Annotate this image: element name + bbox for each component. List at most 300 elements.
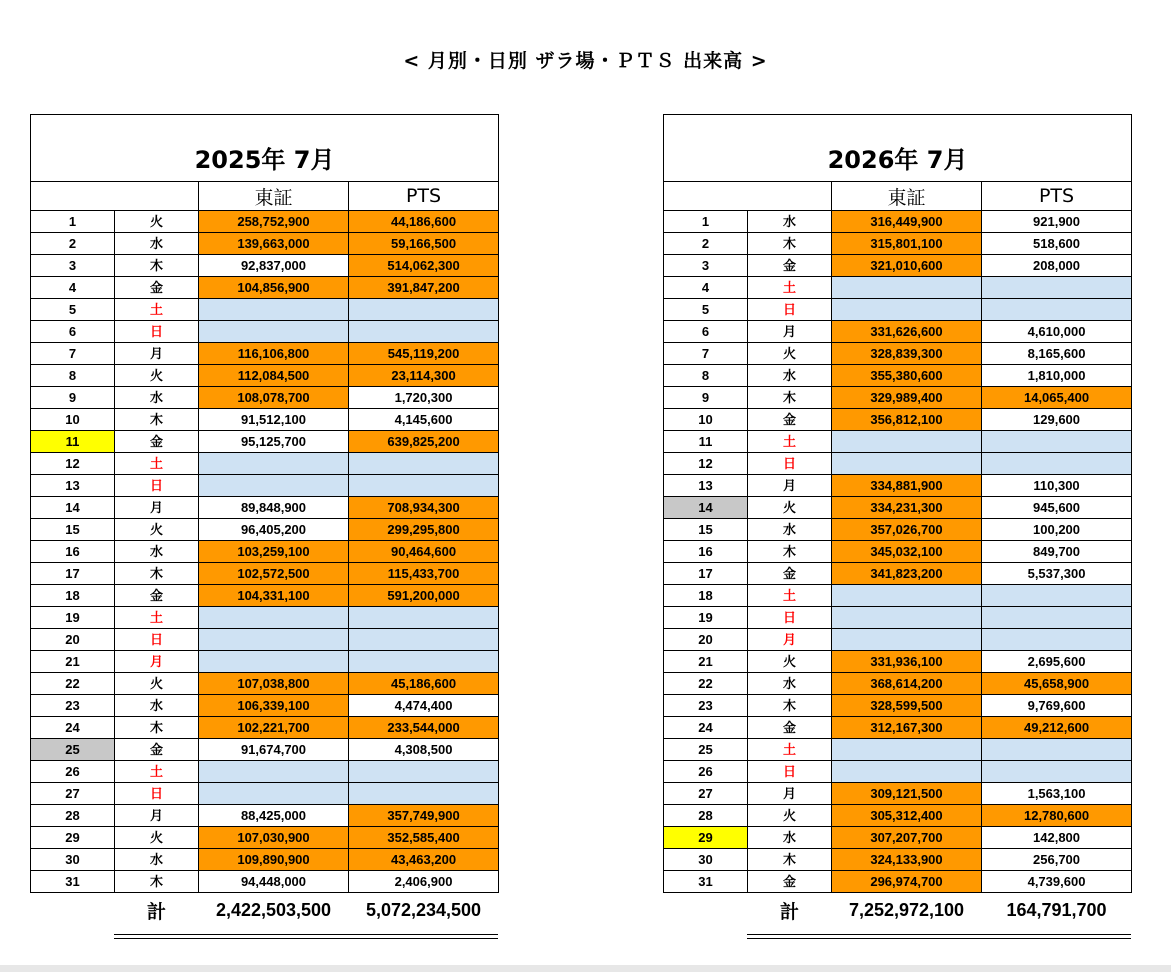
tse-volume-cell: 331,936,100 bbox=[832, 651, 982, 673]
table-row bbox=[664, 299, 1132, 321]
day-cell: 18 bbox=[31, 585, 115, 607]
tse-volume-cell bbox=[832, 739, 982, 761]
day-cell: 23 bbox=[664, 695, 748, 717]
weekday-cell: 月 bbox=[748, 629, 832, 651]
table-row bbox=[664, 585, 1132, 607]
month-label: 2026年 7月 bbox=[664, 115, 1132, 182]
pts-volume-cell: 12,780,600 bbox=[982, 805, 1132, 827]
tse-volume-cell: 324,133,900 bbox=[832, 849, 982, 871]
tse-volume-cell: 368,614,200 bbox=[832, 673, 982, 695]
weekday-cell: 火 bbox=[748, 343, 832, 365]
tse-volume-cell: 88,425,000 bbox=[199, 805, 349, 827]
day-cell: 22 bbox=[664, 673, 748, 695]
pts-volume-cell: 115,433,700 bbox=[349, 563, 499, 585]
weekday-cell: 土 bbox=[748, 585, 832, 607]
header-tse: 東証 bbox=[199, 182, 349, 211]
day-cell: 13 bbox=[664, 475, 748, 497]
weekday-cell: 金 bbox=[115, 431, 199, 453]
pts-volume-cell: 5,537,300 bbox=[982, 563, 1132, 585]
table-row bbox=[664, 871, 1132, 893]
table-row bbox=[31, 673, 499, 695]
day-cell: 7 bbox=[31, 343, 115, 365]
table-row bbox=[664, 409, 1132, 431]
weekday-cell: 日 bbox=[748, 453, 832, 475]
tse-volume-cell bbox=[832, 431, 982, 453]
day-cell: 25 bbox=[31, 739, 115, 761]
tse-volume-cell: 316,449,900 bbox=[832, 211, 982, 233]
pts-volume-cell: 8,165,600 bbox=[982, 343, 1132, 365]
table-row bbox=[31, 255, 499, 277]
tse-volume-cell: 328,599,500 bbox=[832, 695, 982, 717]
tse-volume-cell: 104,331,100 bbox=[199, 585, 349, 607]
table-row bbox=[31, 475, 499, 497]
day-cell: 25 bbox=[664, 739, 748, 761]
weekday-cell: 金 bbox=[115, 739, 199, 761]
tse-volume-cell bbox=[832, 453, 982, 475]
weekday-cell: 日 bbox=[748, 761, 832, 783]
tse-volume-cell: 106,339,100 bbox=[199, 695, 349, 717]
weekday-cell: 土 bbox=[115, 453, 199, 475]
pts-volume-cell: 4,610,000 bbox=[982, 321, 1132, 343]
total-pts: 164,791,700 bbox=[1006, 899, 1107, 920]
day-cell: 28 bbox=[31, 805, 115, 827]
total-underline bbox=[114, 934, 498, 939]
day-cell: 21 bbox=[664, 651, 748, 673]
header-tse: 東証 bbox=[832, 182, 982, 211]
table-row bbox=[664, 453, 1132, 475]
month-label: 2025年 7月 bbox=[31, 115, 499, 182]
tse-volume-cell: 305,312,400 bbox=[832, 805, 982, 827]
day-cell: 22 bbox=[31, 673, 115, 695]
weekday-cell: 水 bbox=[748, 365, 832, 387]
total-label: 計 bbox=[146, 900, 166, 923]
weekday-cell: 日 bbox=[115, 321, 199, 343]
pts-volume-cell: 129,600 bbox=[982, 409, 1132, 431]
weekday-cell: 日 bbox=[748, 607, 832, 629]
table-row bbox=[31, 299, 499, 321]
day-cell: 24 bbox=[664, 717, 748, 739]
weekday-cell: 土 bbox=[748, 739, 832, 761]
table-row bbox=[31, 541, 499, 563]
pts-volume-cell: 849,700 bbox=[982, 541, 1132, 563]
day-cell: 2 bbox=[31, 233, 115, 255]
tse-volume-cell: 116,106,800 bbox=[199, 343, 349, 365]
pts-volume-cell: 23,114,300 bbox=[349, 365, 499, 387]
pts-volume-cell: 14,065,400 bbox=[982, 387, 1132, 409]
header-blank bbox=[664, 182, 832, 211]
table-row bbox=[664, 761, 1132, 783]
day-cell: 2 bbox=[664, 233, 748, 255]
pts-volume-cell: 921,900 bbox=[982, 211, 1132, 233]
total-spacer bbox=[31, 893, 115, 928]
day-cell: 8 bbox=[664, 365, 748, 387]
table-row bbox=[31, 783, 499, 805]
tse-volume-cell: 345,032,100 bbox=[832, 541, 982, 563]
pts-volume-cell bbox=[982, 299, 1132, 321]
table-row bbox=[31, 717, 499, 739]
weekday-cell: 火 bbox=[115, 673, 199, 695]
day-cell: 17 bbox=[664, 563, 748, 585]
day-cell: 6 bbox=[664, 321, 748, 343]
weekday-cell: 木 bbox=[748, 541, 832, 563]
tse-volume-cell: 357,026,700 bbox=[832, 519, 982, 541]
pts-volume-cell bbox=[349, 607, 499, 629]
pts-volume-cell: 518,600 bbox=[982, 233, 1132, 255]
pts-volume-cell bbox=[982, 739, 1132, 761]
tse-volume-cell: 355,380,600 bbox=[832, 365, 982, 387]
weekday-cell: 木 bbox=[115, 871, 199, 893]
weekday-cell: 火 bbox=[748, 651, 832, 673]
table-row bbox=[664, 497, 1132, 519]
day-cell: 3 bbox=[31, 255, 115, 277]
tse-volume-cell bbox=[199, 629, 349, 651]
header-pts: PTS bbox=[349, 182, 499, 211]
weekday-cell: 火 bbox=[748, 805, 832, 827]
pts-volume-cell: 639,825,200 bbox=[349, 431, 499, 453]
weekday-cell: 土 bbox=[748, 277, 832, 299]
table-row bbox=[664, 211, 1132, 233]
tse-volume-cell: 95,125,700 bbox=[199, 431, 349, 453]
day-cell: 26 bbox=[31, 761, 115, 783]
table-row bbox=[664, 651, 1132, 673]
pts-volume-cell: 4,308,500 bbox=[349, 739, 499, 761]
table-row bbox=[31, 277, 499, 299]
day-cell: 12 bbox=[664, 453, 748, 475]
pts-volume-cell: 1,810,000 bbox=[982, 365, 1132, 387]
pts-volume-cell: 945,600 bbox=[982, 497, 1132, 519]
weekday-cell: 土 bbox=[748, 431, 832, 453]
tse-volume-cell: 91,512,100 bbox=[199, 409, 349, 431]
pts-volume-cell: 391,847,200 bbox=[349, 277, 499, 299]
weekday-cell: 木 bbox=[115, 255, 199, 277]
weekday-cell: 金 bbox=[748, 409, 832, 431]
weekday-cell: 木 bbox=[115, 563, 199, 585]
weekday-cell: 日 bbox=[115, 783, 199, 805]
tse-volume-cell: 109,890,900 bbox=[199, 849, 349, 871]
pts-volume-cell: 49,212,600 bbox=[982, 717, 1132, 739]
table-row bbox=[31, 519, 499, 541]
day-cell: 15 bbox=[31, 519, 115, 541]
table-row bbox=[664, 827, 1132, 849]
weekday-cell: 水 bbox=[115, 849, 199, 871]
pts-volume-cell: 545,119,200 bbox=[349, 343, 499, 365]
tse-volume-cell: 107,038,800 bbox=[199, 673, 349, 695]
day-cell: 17 bbox=[31, 563, 115, 585]
pts-volume-cell bbox=[982, 585, 1132, 607]
day-cell: 30 bbox=[664, 849, 748, 871]
tse-volume-cell: 139,663,000 bbox=[199, 233, 349, 255]
tse-volume-cell: 315,801,100 bbox=[832, 233, 982, 255]
day-cell: 30 bbox=[31, 849, 115, 871]
weekday-cell: 水 bbox=[115, 541, 199, 563]
tse-volume-cell: 108,078,700 bbox=[199, 387, 349, 409]
pts-volume-cell: 59,166,500 bbox=[349, 233, 499, 255]
table-row bbox=[664, 673, 1132, 695]
table-row bbox=[31, 453, 499, 475]
day-cell: 11 bbox=[664, 431, 748, 453]
tse-volume-cell: 328,839,300 bbox=[832, 343, 982, 365]
weekday-cell: 月 bbox=[115, 343, 199, 365]
weekday-cell: 木 bbox=[748, 233, 832, 255]
pts-volume-cell: 2,406,900 bbox=[349, 871, 499, 893]
weekday-cell: 火 bbox=[115, 211, 199, 233]
weekday-cell: 火 bbox=[115, 365, 199, 387]
day-cell: 31 bbox=[31, 871, 115, 893]
tse-volume-cell: 312,167,300 bbox=[832, 717, 982, 739]
table-row bbox=[31, 497, 499, 519]
pts-volume-cell: 514,062,300 bbox=[349, 255, 499, 277]
weekday-cell: 木 bbox=[748, 849, 832, 871]
pts-volume-cell: 1,720,300 bbox=[349, 387, 499, 409]
weekday-cell: 水 bbox=[115, 387, 199, 409]
table-row bbox=[31, 761, 499, 783]
tse-volume-cell: 92,837,000 bbox=[199, 255, 349, 277]
weekday-cell: 金 bbox=[748, 871, 832, 893]
day-cell: 7 bbox=[664, 343, 748, 365]
pts-volume-cell bbox=[349, 321, 499, 343]
weekday-cell: 土 bbox=[115, 607, 199, 629]
pts-volume-cell bbox=[349, 299, 499, 321]
tse-volume-cell: 258,752,900 bbox=[199, 211, 349, 233]
pts-volume-cell: 45,658,900 bbox=[982, 673, 1132, 695]
pts-volume-cell: 2,695,600 bbox=[982, 651, 1132, 673]
table-row bbox=[31, 607, 499, 629]
bottom-bar bbox=[0, 965, 1171, 972]
day-cell: 18 bbox=[664, 585, 748, 607]
page-title: < 月別・日別 ザラ場・ＰＴＳ 出来高 > bbox=[403, 50, 768, 72]
weekday-cell: 金 bbox=[748, 255, 832, 277]
weekday-cell: 水 bbox=[748, 673, 832, 695]
pts-volume-cell: 708,934,300 bbox=[349, 497, 499, 519]
tse-volume-cell bbox=[832, 585, 982, 607]
tse-volume-cell: 341,823,200 bbox=[832, 563, 982, 585]
weekday-cell: 日 bbox=[115, 475, 199, 497]
month-table-left bbox=[30, 114, 498, 927]
tse-volume-cell bbox=[199, 475, 349, 497]
total-label: 計 bbox=[779, 900, 799, 923]
day-cell: 29 bbox=[664, 827, 748, 849]
table-row bbox=[664, 321, 1132, 343]
tse-volume-cell bbox=[199, 783, 349, 805]
day-cell: 20 bbox=[31, 629, 115, 651]
day-cell: 1 bbox=[31, 211, 115, 233]
pts-volume-cell bbox=[982, 607, 1132, 629]
pts-volume-cell bbox=[349, 629, 499, 651]
table-row bbox=[664, 849, 1132, 871]
weekday-cell: 水 bbox=[115, 233, 199, 255]
table-row bbox=[664, 365, 1132, 387]
tse-volume-cell bbox=[832, 629, 982, 651]
tse-volume-cell: 112,084,500 bbox=[199, 365, 349, 387]
table-row bbox=[31, 739, 499, 761]
pts-volume-cell: 4,474,400 bbox=[349, 695, 499, 717]
pts-volume-cell: 110,300 bbox=[982, 475, 1132, 497]
weekday-cell: 月 bbox=[748, 475, 832, 497]
weekday-cell: 金 bbox=[115, 277, 199, 299]
table-row bbox=[664, 783, 1132, 805]
pts-volume-cell bbox=[349, 453, 499, 475]
weekday-cell: 土 bbox=[115, 299, 199, 321]
tse-volume-cell bbox=[832, 761, 982, 783]
table-row bbox=[31, 805, 499, 827]
volume-table bbox=[30, 114, 499, 927]
pts-volume-cell bbox=[982, 431, 1132, 453]
day-cell: 10 bbox=[664, 409, 748, 431]
table-row bbox=[664, 695, 1132, 717]
weekday-cell: 水 bbox=[115, 695, 199, 717]
table-row bbox=[31, 585, 499, 607]
total-underline bbox=[747, 934, 1131, 939]
table-row bbox=[664, 343, 1132, 365]
day-cell: 9 bbox=[664, 387, 748, 409]
pts-volume-cell: 256,700 bbox=[982, 849, 1132, 871]
table-row bbox=[31, 233, 499, 255]
tse-volume-cell bbox=[832, 607, 982, 629]
pts-volume-cell: 357,749,900 bbox=[349, 805, 499, 827]
tse-volume-cell bbox=[199, 453, 349, 475]
pts-volume-cell: 142,800 bbox=[982, 827, 1132, 849]
pts-volume-cell: 299,295,800 bbox=[349, 519, 499, 541]
table-row bbox=[664, 717, 1132, 739]
day-cell: 28 bbox=[664, 805, 748, 827]
day-cell: 14 bbox=[664, 497, 748, 519]
table-row bbox=[31, 651, 499, 673]
weekday-cell: 金 bbox=[748, 563, 832, 585]
day-cell: 9 bbox=[31, 387, 115, 409]
weekday-cell: 火 bbox=[115, 827, 199, 849]
pts-volume-cell: 208,000 bbox=[982, 255, 1132, 277]
table-row bbox=[664, 475, 1132, 497]
day-cell: 15 bbox=[664, 519, 748, 541]
weekday-cell: 木 bbox=[748, 695, 832, 717]
weekday-cell: 水 bbox=[748, 519, 832, 541]
table-row bbox=[664, 387, 1132, 409]
tse-volume-cell: 296,974,700 bbox=[832, 871, 982, 893]
tse-volume-cell: 356,812,100 bbox=[832, 409, 982, 431]
weekday-cell: 水 bbox=[748, 827, 832, 849]
table-row bbox=[31, 365, 499, 387]
tse-volume-cell: 102,221,700 bbox=[199, 717, 349, 739]
table-row bbox=[31, 343, 499, 365]
pts-volume-cell: 233,544,000 bbox=[349, 717, 499, 739]
table-row bbox=[31, 629, 499, 651]
weekday-cell: 水 bbox=[748, 211, 832, 233]
pts-volume-cell: 9,769,600 bbox=[982, 695, 1132, 717]
table-row bbox=[31, 871, 499, 893]
tse-volume-cell: 103,259,100 bbox=[199, 541, 349, 563]
weekday-cell: 土 bbox=[115, 761, 199, 783]
table-row bbox=[664, 607, 1132, 629]
pts-volume-cell bbox=[982, 453, 1132, 475]
day-cell: 8 bbox=[31, 365, 115, 387]
weekday-cell: 金 bbox=[748, 717, 832, 739]
tse-volume-cell: 307,207,700 bbox=[832, 827, 982, 849]
day-cell: 31 bbox=[664, 871, 748, 893]
tse-volume-cell: 107,030,900 bbox=[199, 827, 349, 849]
day-cell: 14 bbox=[31, 497, 115, 519]
day-cell: 29 bbox=[31, 827, 115, 849]
tse-volume-cell bbox=[832, 277, 982, 299]
pts-volume-cell: 90,464,600 bbox=[349, 541, 499, 563]
day-cell: 13 bbox=[31, 475, 115, 497]
tse-volume-cell bbox=[199, 761, 349, 783]
table-row bbox=[664, 431, 1132, 453]
volume-table bbox=[663, 114, 1132, 927]
day-cell: 3 bbox=[664, 255, 748, 277]
tse-volume-cell: 334,231,300 bbox=[832, 497, 982, 519]
pts-volume-cell bbox=[982, 761, 1132, 783]
table-row bbox=[31, 431, 499, 453]
tse-volume-cell: 104,856,900 bbox=[199, 277, 349, 299]
day-cell: 20 bbox=[664, 629, 748, 651]
table-row bbox=[664, 805, 1132, 827]
table-row bbox=[664, 277, 1132, 299]
weekday-cell: 月 bbox=[115, 651, 199, 673]
table-row bbox=[664, 541, 1132, 563]
weekday-cell: 金 bbox=[115, 585, 199, 607]
table-row bbox=[31, 563, 499, 585]
day-cell: 23 bbox=[31, 695, 115, 717]
table-row bbox=[31, 387, 499, 409]
day-cell: 5 bbox=[31, 299, 115, 321]
header-blank bbox=[31, 182, 199, 211]
table-row bbox=[31, 827, 499, 849]
day-cell: 21 bbox=[31, 651, 115, 673]
tse-volume-cell: 94,448,000 bbox=[199, 871, 349, 893]
day-cell: 19 bbox=[31, 607, 115, 629]
pts-volume-cell bbox=[349, 475, 499, 497]
tse-volume-cell: 331,626,600 bbox=[832, 321, 982, 343]
pts-volume-cell: 352,585,400 bbox=[349, 827, 499, 849]
tse-volume-cell bbox=[199, 321, 349, 343]
pts-volume-cell: 591,200,000 bbox=[349, 585, 499, 607]
weekday-cell: 月 bbox=[115, 805, 199, 827]
day-cell: 4 bbox=[664, 277, 748, 299]
day-cell: 27 bbox=[31, 783, 115, 805]
table-row bbox=[664, 629, 1132, 651]
total-pts: 5,072,234,500 bbox=[365, 899, 482, 920]
pts-volume-cell: 43,463,200 bbox=[349, 849, 499, 871]
month-table-right bbox=[663, 114, 1131, 927]
day-cell: 26 bbox=[664, 761, 748, 783]
tse-volume-cell: 309,121,500 bbox=[832, 783, 982, 805]
weekday-cell: 火 bbox=[748, 497, 832, 519]
weekday-cell: 月 bbox=[115, 497, 199, 519]
pts-volume-cell bbox=[982, 629, 1132, 651]
tse-volume-cell: 89,848,900 bbox=[199, 497, 349, 519]
table-row bbox=[664, 233, 1132, 255]
table-row bbox=[31, 695, 499, 717]
tse-volume-cell bbox=[199, 299, 349, 321]
weekday-cell: 日 bbox=[115, 629, 199, 651]
day-cell: 6 bbox=[31, 321, 115, 343]
tse-volume-cell: 329,989,400 bbox=[832, 387, 982, 409]
table-row bbox=[31, 321, 499, 343]
header-pts: PTS bbox=[982, 182, 1132, 211]
tse-volume-cell: 321,010,600 bbox=[832, 255, 982, 277]
tse-volume-cell bbox=[199, 607, 349, 629]
weekday-cell: 木 bbox=[115, 409, 199, 431]
day-cell: 1 bbox=[664, 211, 748, 233]
total-tse: 2,422,503,500 bbox=[215, 899, 332, 920]
pts-volume-cell bbox=[349, 651, 499, 673]
table-row bbox=[664, 563, 1132, 585]
table-row bbox=[31, 409, 499, 431]
day-cell: 11 bbox=[31, 431, 115, 453]
day-cell: 4 bbox=[31, 277, 115, 299]
pts-volume-cell: 4,739,600 bbox=[982, 871, 1132, 893]
tse-volume-cell: 334,881,900 bbox=[832, 475, 982, 497]
